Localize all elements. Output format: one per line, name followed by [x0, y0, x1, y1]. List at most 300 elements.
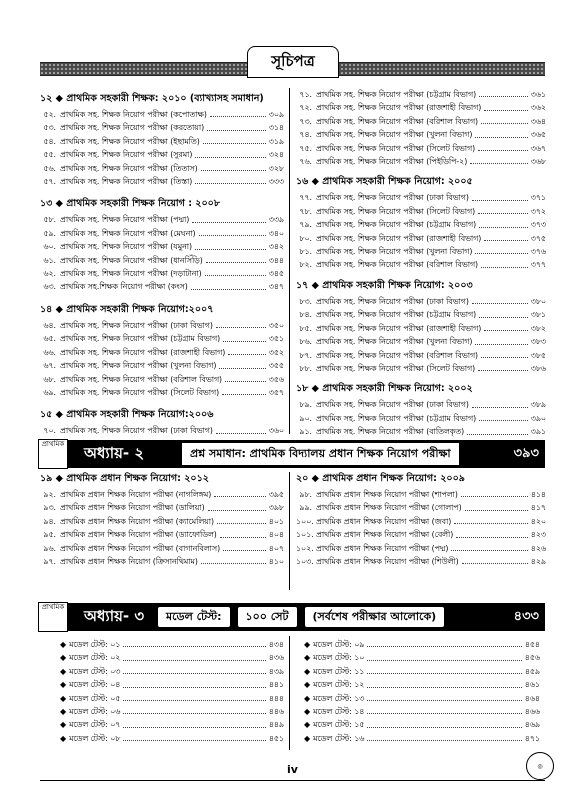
entry-title: প্রাথমিক প্রধান শিক্ষক নিয়োগ পরীক্ষা (বেলী)	[316, 530, 454, 540]
toc-entry	[296, 528, 546, 541]
entry-title: প্রাথমিক সহ. শিক্ষক নিয়োগ পরীক্ষা (মেঘনা)	[60, 228, 196, 238]
entry-page: ৩৩৯	[268, 215, 284, 225]
entry-number: ৯৬.	[43, 543, 56, 553]
toc-entry	[40, 555, 284, 568]
entry-number: ৭১.	[299, 90, 312, 99]
toc-entry	[296, 128, 546, 141]
section-title: ১৯ ◆ প্রাথমিক প্রধান শিক্ষক নিয়োগ: ২০১২	[40, 473, 209, 484]
chapter-3-label: অধ্যায়- ৩	[84, 606, 145, 625]
model-test-title: মডেল টেস্ট: ০৫	[69, 693, 121, 703]
dot-leader	[208, 501, 266, 510]
model-test-page: ৪৩৪	[268, 640, 284, 649]
chapter-2-right	[296, 472, 546, 568]
entry-number: ৬৩.	[43, 282, 56, 292]
toc-entry	[296, 295, 546, 308]
chapter-3-tag: মডেল টেস্ট:	[158, 607, 230, 627]
dot-leader	[367, 732, 521, 741]
entry-number: ১০০.	[296, 516, 314, 526]
dot-leader	[454, 515, 528, 524]
entry-title: প্রাথমিক সহ. শিক্ষক নিয়োগ পরীক্ষা (করতোয়া)	[60, 123, 205, 133]
model-test-title: মডেল টেস্ট: ০৭	[69, 720, 121, 730]
toc-entry	[40, 121, 284, 134]
chapter-3-sets: ১০০ সেট	[238, 607, 297, 627]
entry-number: ৭৫.	[299, 143, 312, 153]
toc-entry	[296, 362, 546, 375]
entry-page: ৩৮৬	[530, 363, 546, 373]
entry-number: ৬২.	[43, 269, 56, 279]
entry-number: ৭৩.	[299, 116, 312, 126]
model-test-page: ৪৩৬	[268, 653, 284, 663]
entry-title: প্রাথমিক প্রধান শিক্ষক নিয়োগ পরীক্ষা (ড্যাফোডিল)	[60, 530, 217, 540]
entry-number: ৫৪.	[43, 136, 56, 146]
toc-entry	[40, 267, 284, 280]
toc-entry	[296, 555, 546, 568]
toc-entry	[40, 386, 284, 399]
entry-page: ৩৪৫	[268, 269, 284, 279]
entry-page: ৩৭১	[530, 193, 546, 203]
dot-leader	[195, 175, 266, 184]
entry-number: ৮৪.	[299, 310, 312, 320]
toc-entry	[40, 162, 284, 175]
entry-page: ৩২৮	[268, 163, 284, 173]
dot-leader	[222, 386, 266, 395]
entry-title: প্রাথমিক সহ. শিক্ষক নিয়োগ পরীক্ষা (খুলনা বিভাগ)	[60, 361, 217, 371]
entry-number: ৮৩.	[299, 296, 312, 306]
model-test-entry	[304, 665, 540, 678]
entry-number: ৮৯.	[299, 400, 312, 410]
bullet-icon: ◆	[304, 733, 311, 743]
entry-title: প্রাথমিক সহ. শিক্ষক নিয়োগ পরীক্ষা (ধানসিঁড়ি)	[60, 255, 203, 265]
dot-leader	[484, 101, 527, 110]
entry-page: ৩৬৪	[530, 116, 546, 126]
toc-entry	[40, 528, 284, 541]
entry-page: ৩৭৫	[530, 233, 546, 243]
entry-number: ১০২.	[296, 543, 314, 553]
footer-line	[40, 780, 545, 781]
entry-title: প্রাথমিক সহ. শিক্ষক নিয়োগ পরীক্ষা (দড়াটানা)	[60, 269, 202, 279]
toc-entry	[40, 135, 284, 148]
entry-number: ৬৭.	[43, 361, 56, 371]
entry-number: ৯৫.	[43, 530, 56, 540]
model-test-entry	[60, 638, 284, 651]
entry-number: ৯৯.	[299, 503, 312, 513]
model-test-title: মডেল টেস্ট: ১১	[313, 666, 365, 676]
model-test-title: মডেল টেস্ট: ০৮	[69, 733, 121, 743]
model-test-page: ৪৪৪	[268, 693, 284, 703]
entry-page: ৩২৪	[268, 150, 284, 160]
dot-leader	[203, 135, 266, 144]
entry-number: ৭৪.	[299, 130, 312, 140]
entry-title: প্রাথমিক সহ. শিক্ষক নিয়োগ পরীক্ষা (খুলনা বিভাগ)	[316, 247, 473, 257]
entry-page: ৪২০	[530, 516, 546, 526]
model-test-entry	[60, 692, 284, 705]
entry-number: ৯৭.	[43, 557, 56, 567]
entry-page: ৪১৭	[530, 503, 546, 513]
dot-leader	[219, 359, 265, 368]
entry-page: ৪২৩	[530, 530, 546, 540]
entry-title: প্রাথমিক সহ. শিক্ষক নিয়োগ পরীক্ষা (চট্টগ্রাম বিভাগ)	[316, 310, 477, 320]
dot-leader	[472, 295, 528, 304]
entry-page: ৩৭৬	[530, 247, 546, 257]
model-tests-left	[60, 638, 284, 745]
model-test-page: ৪৫৪	[524, 640, 540, 649]
model-test-entry	[60, 678, 284, 691]
toc-entry	[296, 322, 546, 335]
entry-number: ৫৬.	[43, 163, 56, 173]
toc-entry	[40, 319, 284, 332]
entry-number: ৬৯.	[43, 387, 56, 397]
dot-leader	[367, 638, 521, 647]
entry-number: ৭০.	[43, 426, 56, 436]
bullet-icon: ◆	[304, 680, 311, 690]
entry-number: ৮৭.	[299, 350, 312, 360]
entry-title: প্রাথমিক সহ. শিক্ষক নিয়োগ পরীক্ষা (খুলনা বিভাগ)	[316, 337, 473, 347]
entry-number: ৫৯.	[43, 228, 56, 238]
toc-entry	[40, 108, 284, 121]
toc-entry	[296, 501, 546, 514]
dot-leader	[479, 308, 528, 317]
toc-entry	[296, 232, 546, 245]
dot-leader	[210, 108, 266, 117]
entry-title: প্রাথমিক সহ. শিক্ষক নিয়োগ পরীক্ষা (চট্টগ্রাম বিভাগ)	[316, 90, 477, 99]
chapter-2-title: প্রশ্ন সমাধান: প্রাথমিক বিদ্যালয় প্রধান শিক্ষক নিয়োগ পরীক্ষা	[182, 443, 459, 465]
toc-entry	[40, 373, 284, 386]
page-title: সূচিপত্র	[247, 46, 339, 78]
dot-leader	[123, 718, 265, 727]
entry-title: প্রাথমিক সহ. শিক্ষক নিয়োগ পরীক্ষা (তিতাস)	[60, 163, 198, 173]
entry-number: ৮৬.	[299, 337, 312, 347]
model-test-page: ৪৬৯	[524, 720, 540, 730]
bullet-icon: ◆	[60, 733, 67, 743]
entry-page: ৩৫০	[268, 320, 284, 330]
entry-number: ৭৬.	[299, 157, 312, 167]
dot-leader	[223, 332, 266, 341]
dot-leader	[451, 542, 527, 551]
entry-page: ৩৮৩	[530, 337, 546, 347]
toc-entry	[296, 101, 546, 114]
model-tests-right	[304, 638, 540, 745]
dot-leader	[367, 651, 521, 660]
entry-page: ৩৫৬	[268, 374, 284, 384]
entry-title: প্রাথমিক সহ. শিক্ষক নিয়োগ পরীক্ষা (সিলেট বিভাগ)	[316, 363, 476, 373]
entry-number: ৭২.	[299, 103, 312, 113]
entry-page: ৩০৯	[268, 110, 284, 119]
entry-number: ১০১.	[296, 530, 314, 540]
bullet-icon: ◆	[60, 693, 67, 703]
toc-entry	[40, 488, 284, 501]
toc-entry	[40, 332, 284, 345]
model-test-entry	[60, 651, 284, 664]
toc-entry	[40, 213, 284, 226]
entry-title: প্রাথমিক প্রধান শিক্ষক নিয়োগ পরীক্ষা (ডালিয়া)	[60, 503, 205, 513]
toc-entry	[296, 88, 546, 101]
entry-title: প্রাথমিক প্রধান শিক্ষক নিয়োগ পরীক্ষা (শিউলী)	[316, 557, 459, 567]
dot-leader	[123, 638, 265, 647]
toc-entry	[296, 115, 546, 128]
toc-entry	[40, 280, 284, 293]
bullet-icon: ◆	[304, 666, 311, 676]
dot-leader	[367, 665, 521, 674]
entry-number: ৯২.	[43, 490, 56, 499]
chapter-3-page: ৪৩৩	[513, 608, 539, 624]
bullet-icon: ◆	[60, 666, 67, 676]
chapter-2-bar	[40, 440, 545, 468]
entry-title: প্রাথমিক প্রধান শিক্ষক নিয়োগ পরীক্ষা (বাগানবিলাস)	[60, 543, 221, 553]
entry-number: ৬৪.	[43, 320, 56, 330]
column-divider	[289, 472, 290, 590]
page-number: iv	[287, 763, 298, 776]
dot-leader	[479, 412, 528, 421]
entry-page: ৩৫১	[268, 334, 284, 344]
entry-page: ৩৬৭	[530, 143, 546, 153]
toc-entry	[40, 240, 284, 253]
book-logo-icon: প্রাথমিক	[38, 439, 68, 469]
dot-leader	[199, 227, 266, 236]
dot-leader	[481, 115, 528, 124]
chapter-2-left	[40, 472, 284, 568]
model-test-entry	[304, 705, 540, 718]
entry-title: প্রাথমিক প্রধান শিক্ষক নিয়োগ (ক্রিসানথিমাম)	[60, 557, 198, 567]
toc-entry	[296, 425, 546, 438]
publisher-logo-icon: ◎	[526, 752, 554, 780]
entry-page: ৩৮৯	[530, 400, 546, 410]
toc-entry	[296, 335, 546, 348]
dot-leader	[217, 515, 266, 524]
chapter-2-page: ৩৯৩	[513, 445, 539, 461]
section-title: ১৪ ◆ প্রাথমিক সহকারী শিক্ষক নিয়োগ:২০০৭	[40, 303, 214, 315]
entry-title: প্রাথমিক সহ. শিক্ষক নিয়োগ পরীক্ষা (পিইডিপি-২)	[316, 157, 468, 167]
dot-leader	[367, 678, 521, 687]
entry-title: প্রাথমিক সহ. শিক্ষক নিয়োগ পরীক্ষা (ঢাকা বিভাগ)	[60, 426, 213, 436]
entry-title: প্রাথমিক সহ. শিক্ষক নিয়োগ পরীক্ষা (পদ্মা)	[60, 215, 190, 225]
entry-number: ৮৮.	[299, 363, 312, 373]
model-test-page: ৪৪১	[268, 680, 284, 690]
model-test-title: মডেল টেস্ট: ১০	[313, 653, 365, 663]
dot-leader	[470, 155, 528, 164]
bullet-icon: ◆	[60, 720, 67, 730]
dot-leader	[456, 528, 528, 537]
model-test-page: ৪৬৬	[524, 707, 540, 717]
entry-number: ৮২.	[299, 260, 312, 270]
dot-leader	[484, 232, 528, 241]
column-divider	[289, 636, 290, 750]
dot-leader	[216, 319, 266, 328]
entry-page: ৪২৬	[530, 543, 546, 553]
dot-leader	[220, 528, 266, 537]
entry-title: প্রাথমিক সহ. শিক্ষক নিয়োগ পরীক্ষা (রাজশাহী বিভাগ)	[316, 103, 482, 113]
entry-title: প্রাথমিক সহ. শিক্ষক নিয়োগ পরীক্ষা (সিলেট বিভাগ)	[316, 143, 476, 153]
dot-leader	[479, 88, 528, 97]
dot-leader	[225, 373, 266, 382]
model-test-title: মডেল টেস্ট: ০৬	[69, 707, 121, 717]
entry-number: ৮০.	[299, 233, 312, 243]
toc-entry	[296, 218, 546, 231]
model-test-page: ৪৩৯	[268, 666, 284, 676]
entry-number: ৯৪.	[43, 516, 56, 526]
entry-page: ৪০৪	[268, 530, 284, 540]
entry-page: ৩৭৩	[530, 220, 546, 230]
entry-title: প্রাথমিক সহ. শিক্ষক নিয়োগ পরীক্ষা (ঢাকা বিভাগ)	[60, 320, 213, 330]
entry-title: প্রাথমিক সহ. শিক্ষক নিয়োগ পরীক্ষা (বরিশাল বিভাগ)	[316, 116, 479, 126]
entry-number: ৯৮.	[299, 490, 312, 499]
dot-leader	[467, 425, 528, 434]
entry-title: প্রাথমিক প্রধান শিক্ষক নিয়োগ পরীক্ষা (জবা)	[316, 516, 452, 526]
entry-page: ৩৫২	[268, 347, 284, 357]
model-test-entry	[304, 651, 540, 664]
model-test-page: ৪৫১	[268, 733, 284, 743]
entry-page: ৩৯১	[530, 427, 546, 437]
model-test-title: মডেল টেস্ট: ১৫	[313, 720, 365, 730]
section-title: ১৩ ◆ প্রাথমিক সহকারী শিক্ষক নিয়োগ : ২০০৮	[40, 198, 221, 210]
model-test-title: মডেল টেস্ট: ১৩	[313, 693, 365, 703]
model-test-entry	[304, 692, 540, 705]
bullet-icon: ◆	[304, 640, 311, 649]
entry-number: ৭৭.	[299, 193, 312, 203]
entry-title: প্রাথমিক সহ. শিক্ষক নিয়োগ পরীক্ষা (সুরমা)	[60, 150, 193, 160]
entry-title: প্রাথমিক সহ. শিক্ষক নিয়োগ পরীক্ষা (চট্টগ্রাম বিভাগ)	[316, 220, 477, 230]
entry-number: ৭৯.	[299, 220, 312, 230]
entry-title: প্রাথমিক প্রধান শিক্ষক নিয়োগ পরীক্ষা (নাগলিঙ্গম)	[60, 490, 212, 499]
toc-entry	[296, 245, 546, 258]
section-title: ১৭ ◆ প্রাথমিক সহকারী শিক্ষক নিয়োগ: ২০০৩	[296, 279, 473, 291]
dot-leader	[475, 245, 527, 254]
dot-leader	[228, 346, 266, 355]
section-title: ১৮ ◆ প্রাথমিক সহকারী শিক্ষক নিয়োগ: ২০০২	[296, 383, 473, 395]
toc-entry	[296, 412, 546, 425]
entry-page: ৩৬৫	[530, 130, 546, 140]
dot-leader	[206, 254, 266, 263]
model-test-title: মডেল টেস্ট: ০৪	[69, 680, 121, 690]
entry-page: ৩৭২	[530, 206, 546, 216]
dot-leader	[223, 542, 266, 551]
entry-page: ৩৮২	[530, 323, 546, 333]
model-test-page: ৪৬১	[524, 680, 540, 690]
dot-leader	[216, 424, 266, 433]
entry-title: প্রাথমিক সহ. শিক্ষক নিয়োগ পরীক্ষা (তিস্তা)	[60, 177, 193, 187]
entry-number: ১০৩.	[296, 557, 314, 567]
chapter-3-bar	[40, 603, 545, 631]
dot-leader	[207, 121, 266, 130]
entry-number: ৫৩.	[43, 123, 56, 133]
dot-leader	[367, 705, 521, 714]
toc-entry	[296, 349, 546, 362]
entry-page: ৩৭৭	[530, 260, 546, 270]
entry-title: প্রাথমিক সহ. শিক্ষক নিয়োগ পরীক্ষা (চট্টগ্রাম বিভাগ)	[316, 413, 477, 423]
dot-leader	[367, 692, 521, 701]
model-test-title: মডেল টেস্ট: ০৯	[313, 640, 365, 649]
entry-page: ৩৫৫	[268, 361, 284, 371]
entry-number: ৯০.	[299, 413, 312, 423]
entry-page: ৪০১	[268, 516, 284, 526]
model-test-title: মডেল টেস্ট: ০২	[69, 653, 121, 663]
toc-entry	[296, 515, 546, 528]
toc-entry	[296, 308, 546, 321]
entry-title: প্রাথমিক সহ.শিক্ষক নিয়োগ পরীক্ষা (কংস)	[60, 282, 188, 292]
entry-title: প্রাথমিক সহ. শিক্ষক নিয়োগ পরীক্ষা (বরিশাল বিভাগ)	[316, 260, 479, 270]
toc-entry	[40, 515, 284, 528]
dot-leader	[123, 678, 265, 687]
dot-leader	[484, 322, 528, 331]
entry-title: প্রাথমিক সহ. শিক্ষক নিয়োগ পরীক্ষা (বরিশাল বিভাগ)	[60, 374, 223, 384]
entry-page: ৩৯০	[530, 413, 546, 423]
model-test-entry	[60, 732, 284, 745]
entry-number: ৬৬.	[43, 347, 56, 357]
entry-title: প্রাথমিক সহ. শিক্ষক নিয়োগ পরীক্ষা (বরিশাল বিভাগ)	[316, 350, 479, 360]
right-column	[296, 88, 546, 439]
dot-leader	[201, 162, 266, 171]
entry-number: ৯৩.	[43, 503, 56, 513]
toc-entry	[40, 501, 284, 514]
bullet-icon: ◆	[304, 693, 311, 703]
model-test-page: ৪৬৪	[524, 693, 540, 703]
model-test-entry	[304, 718, 540, 731]
dot-leader	[214, 488, 266, 497]
entry-page: ৩১৯	[268, 136, 284, 146]
model-test-page: ৪৫৬	[524, 653, 540, 663]
section-title: ১২ ◆ প্রাথমিক সহকারী শিক্ষক: ২০১০ (ব্যাখ্যাসহ সমাধান)	[40, 93, 264, 104]
entry-page: ৪১৪	[530, 490, 546, 499]
toc-entry	[296, 142, 546, 155]
entry-title: প্রাথমিক সহ. শিক্ষক নিয়োগ পরীক্ষা (যমুনা)	[60, 242, 193, 252]
dot-leader	[123, 732, 265, 741]
dot-leader	[195, 148, 265, 157]
entry-number: ৬৫.	[43, 334, 56, 344]
dot-leader	[123, 665, 265, 674]
bullet-icon: ◆	[304, 653, 311, 663]
chapter-2-label: অধ্যায়- ২	[84, 443, 145, 462]
entry-page: ৩৮৫	[530, 350, 546, 360]
entry-title: প্রাথমিক প্রধান শিক্ষক নিয়োগ পরীক্ষা (ক্যামেলিয়া)	[60, 516, 215, 526]
entry-title: প্রাথমিক সহ. শিক্ষক নিয়োগ পরীক্ষা (বাতিলকৃত)	[316, 427, 465, 437]
entry-page: ৩৯৮	[268, 503, 284, 513]
entry-page: ৩৬৮	[530, 157, 546, 167]
dot-leader	[475, 335, 527, 344]
model-test-entry	[60, 705, 284, 718]
toc-entry	[296, 258, 546, 271]
model-test-entry	[304, 638, 540, 651]
entry-page: ৩১৪	[268, 123, 284, 133]
entry-number: ৬০.	[43, 242, 56, 252]
dot-leader	[472, 191, 528, 200]
entry-number: ৬১.	[43, 255, 56, 265]
bullet-icon: ◆	[60, 653, 67, 663]
entry-number: ৫২.	[43, 110, 56, 119]
dot-leader	[123, 705, 265, 714]
toc-entry	[40, 359, 284, 372]
entry-number: ৫৭.	[43, 177, 56, 187]
entry-number: ৯১.	[299, 427, 312, 437]
entry-title: প্রাথমিক সহ. শিক্ষক নিয়োগ পরীক্ষা (ইছামতি)	[60, 136, 200, 146]
entry-page: ৩৬২	[530, 103, 546, 113]
entry-number: ৮৫.	[299, 323, 312, 333]
dot-leader	[472, 398, 528, 407]
entry-page: ৩৮১	[530, 310, 546, 320]
dot-leader	[478, 362, 528, 371]
entry-number: ৫৫.	[43, 150, 56, 160]
model-test-entry	[304, 732, 540, 745]
bullet-icon: ◆	[60, 707, 67, 717]
dot-leader	[191, 280, 266, 289]
entry-page: ৩৮০	[530, 296, 546, 306]
entry-page: ৩৪৪	[268, 255, 284, 265]
model-test-title: মডেল টেস্ট: ১৬	[313, 733, 365, 743]
toc-entry	[296, 488, 546, 501]
toc-entry	[296, 191, 546, 204]
toc-entry	[40, 148, 284, 161]
toc-entry	[40, 254, 284, 267]
entry-title: প্রাথমিক সহ. শিক্ষক নিয়োগ পরীক্ষা (চট্টগ্রাম বিভাগ)	[60, 334, 221, 344]
model-test-page: ৪৪৬	[268, 707, 284, 717]
